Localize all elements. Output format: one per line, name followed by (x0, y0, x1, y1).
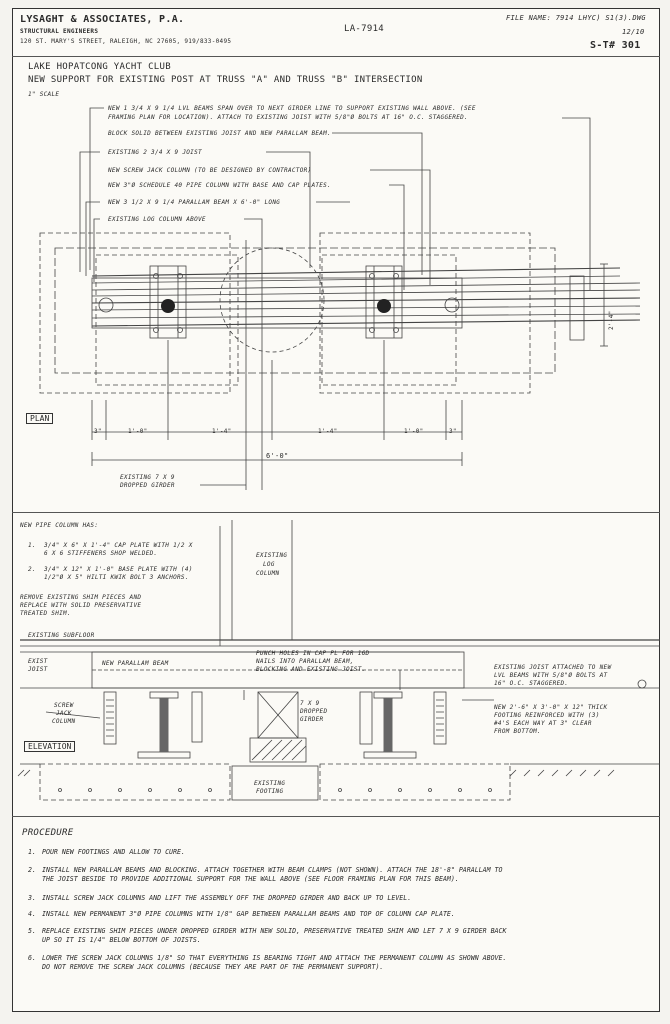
step-text: INSTALL SCREW JACK COLUMNS AND LIFT THE ASSEMBLY OFF THE DROPPED GIRDER AND BACK UP TO LEVEL. (42, 894, 412, 902)
step-text: INSTALL NEW PARALLAM BEAMS AND BLOCKING. ATTACH TOGETHER WITH BEAM CLAMPS (NOT SHOWN). ATTACH THE 18'-8" PARALLAM TO (42, 866, 503, 874)
plan-note-joist: EXISTING 2 3/4 X 9 JOIST (108, 149, 202, 156)
punch-holes-note: PUNCH HOLES IN CAP PL FOR 16D (256, 650, 370, 657)
sheet-number: S-T# 301 (590, 40, 641, 51)
firm-address: 120 ST. MARY'S STREET, RALEIGH, NC 27605, 919/833-0495 (20, 38, 232, 45)
dropped-girder-label-2: DROPPED (300, 708, 328, 715)
pipe-note-1-num: 1. (28, 542, 36, 549)
footing-note: NEW 2'-6" X 3'-0" X 12" THICK (494, 704, 608, 711)
project-number: LA-7914 (344, 24, 385, 34)
dim-3in-right: 3" (449, 428, 457, 435)
screw-jack-label-2: JACK (56, 710, 72, 717)
joist-attach-note-3: 16" O.C. STAGGERED. (494, 680, 569, 687)
procedure-step (28, 866, 503, 884)
pipe-note-1: 3/4" X 6" X 1'-4" CAP PLATE WITH 1/2 X (44, 542, 193, 549)
girder-label: EXISTING 7 X 9 (120, 474, 175, 481)
plan-note-parallam: NEW 3 1/2 X 9 1/4 PARALLAM BEAM X 6'-0" LONG (108, 199, 281, 206)
log-column-label: EXISTING (256, 552, 288, 559)
dim-1ft4-left: 1'-4" (212, 428, 232, 435)
dropped-girder-label-3: GIRDER (300, 716, 324, 723)
file-name: FILE NAME: 7914 LHYC) S1(3).DWG (506, 14, 646, 22)
step-number: 1. (28, 848, 36, 856)
drawing-scale: 1" SCALE (28, 91, 60, 98)
plan-note-lvl-2: FRAMING PLAN FOR LOCATION). ATTACH TO EXISTING JOIST WITH 5/8"Ø BOLTS AT 16" O.C. STAGGERED. (108, 114, 468, 121)
dim-3in-left: 3" (94, 428, 102, 435)
dim-1ft4-right: 1'-4" (318, 428, 338, 435)
dim-side: 2'-4" (608, 310, 615, 330)
step-text: POUR NEW FOOTINGS AND ALLOW TO CURE. (42, 848, 185, 856)
exist-joist-label: EXIST (28, 658, 48, 665)
shim-note-2: REPLACE WITH SOLID PRESERVATIVE (20, 602, 142, 609)
step-number: 4. (28, 910, 36, 918)
existing-footing-label-2: FOOTING (256, 788, 284, 795)
log-column-label-2: LOG (263, 561, 275, 568)
project-title: LAKE HOPATCONG YACHT CLUB (28, 62, 171, 72)
step-text: INSTALL NEW PERMANENT 3"Ø PIPE COLUMNS WITH 1/8" GAP BETWEEN PARALLAM BEAMS AND TOP OF COLUMN CAP PLATE. (42, 910, 455, 918)
procedure-step (28, 927, 506, 945)
plan-note-log-column: EXISTING LOG COLUMN ABOVE (108, 216, 206, 223)
exist-joist-label-2: JOIST (28, 666, 48, 673)
procedure-divider (12, 816, 660, 817)
plan-note-blocking: BLOCK SOLID BETWEEN EXISTING JOIST AND NEW PARALLAM BEAM. (108, 130, 332, 137)
screw-jack-label: SCREW (54, 702, 74, 709)
firm-subtitle: STRUCTURAL ENGINEERS (20, 28, 99, 35)
step-number: 6. (28, 954, 36, 962)
dim-1ft-right: 1'-0" (404, 428, 424, 435)
footing-note-3: #4'S EACH WAY AT 3" CLEAR (494, 720, 592, 727)
pipe-note-2-cont: 1/2"Ø X 5" HILTI KWIK BOLT 3 ANCHORS. (44, 574, 189, 581)
dropped-girder-label: 7 X 9 (300, 700, 320, 707)
step-number: 2. (28, 866, 36, 874)
screw-jack-label-3: COLUMN (52, 718, 76, 725)
step-text: LOWER THE SCREW JACK COLUMNS 1/8" SO THAT EVERYTHING IS BEARING TIGHT AND ATTACH THE PERMANENT COLUMN AS SHOWN ABOVE. (42, 954, 507, 962)
shim-note: REMOVE EXISTING SHIM PIECES AND (20, 594, 142, 601)
step-number: 3. (28, 894, 36, 902)
procedure-step (28, 894, 411, 903)
subfloor-label: EXISTING SUBFLOOR (28, 632, 95, 639)
step-text-cont: THE JOIST BESIDE TO PROVIDE ADDITIONAL SUPPORT FOR THE WALL ABOVE (SEE FLOOR FRAMING PLAN FOR THIS BEAM). (42, 875, 459, 883)
shim-note-3: TREATED SHIM. (20, 610, 71, 617)
dim-1ft-left: 1'-0" (128, 428, 148, 435)
elevation-tag-label: ELEVATION (28, 742, 72, 751)
pipe-note-2-num: 2. (28, 566, 36, 573)
girder-label-2: DROPPED GIRDER (120, 482, 175, 489)
punch-holes-note-2: NAILS INTO PARALLAM BEAM, (256, 658, 354, 665)
issue-date: 12/10 (622, 28, 645, 36)
procedure-step (28, 848, 185, 857)
plan-note-lvl: NEW 1 3/4 X 9 1/4 LVL BEAMS SPAN OVER TO NEXT GIRDER LINE TO SUPPORT EXISTING WALL ABOVE. (SEE (108, 105, 476, 112)
joist-attach-note: EXISTING JOIST ATTACHED TO NEW (494, 664, 612, 671)
plan-note-screw-jack: NEW SCREW JACK COLUMN (TO BE DESIGNED BY CONTRACTOR) (108, 167, 312, 174)
joist-attach-note-2: LVL BEAMS WITH 5/8"Ø BOLTS AT (494, 672, 608, 679)
firm-name: LYSAGHT & ASSOCIATES, P.A. (20, 14, 185, 25)
log-column-label-3: COLUMN (256, 570, 280, 577)
procedure-step (28, 954, 506, 972)
step-text-cont: UP SO IT IS 1/4" BELOW BOTTOM OF JOISTS. (42, 936, 201, 944)
plan-tag-label: PLAN (30, 414, 50, 423)
pipe-note-2: 3/4" X 12" X 1'-0" BASE PLATE WITH (4) (44, 566, 193, 573)
footing-note-2: FOOTING REINFORCED WITH (3) (494, 712, 600, 719)
procedure-heading: PROCEDURE (22, 828, 74, 838)
plan-note-pipe-column: NEW 3"Ø SCHEDULE 40 PIPE COLUMN WITH BASE AND CAP PLATES. (108, 182, 332, 189)
existing-footing-label: EXISTING (254, 780, 286, 787)
step-text-cont: DO NOT REMOVE THE SCREW JACK COLUMNS (BECAUSE THEY ARE PART OF THE PERMANENT SUPPORT). (42, 963, 384, 971)
pipe-notes-header: NEW PIPE COLUMN HAS: (20, 522, 99, 529)
dim-overall: 6'-0" (266, 452, 289, 460)
parallam-label: NEW PARALLAM BEAM (102, 660, 169, 667)
step-text: REPLACE EXISTING SHIM PIECES UNDER DROPPED GIRDER WITH NEW SOLID, PRESERVATIVE TREATED SHIM AND LET 7 X 9 GIRDER BACK (42, 927, 507, 935)
procedure-step (28, 910, 455, 919)
step-number: 5. (28, 927, 36, 935)
pipe-note-1-cont: 6 X 6 STIFFENERS SHOP WELDED. (44, 550, 158, 557)
punch-holes-note-3: BLOCKING AND EXISTING JOIST. (256, 666, 366, 673)
footing-note-4: FROM BOTTOM. (494, 728, 541, 735)
drawing-title: NEW SUPPORT FOR EXISTING POST AT TRUSS "A" AND TRUSS "B" INTERSECTION (28, 75, 423, 85)
elevation-tag (24, 741, 75, 752)
